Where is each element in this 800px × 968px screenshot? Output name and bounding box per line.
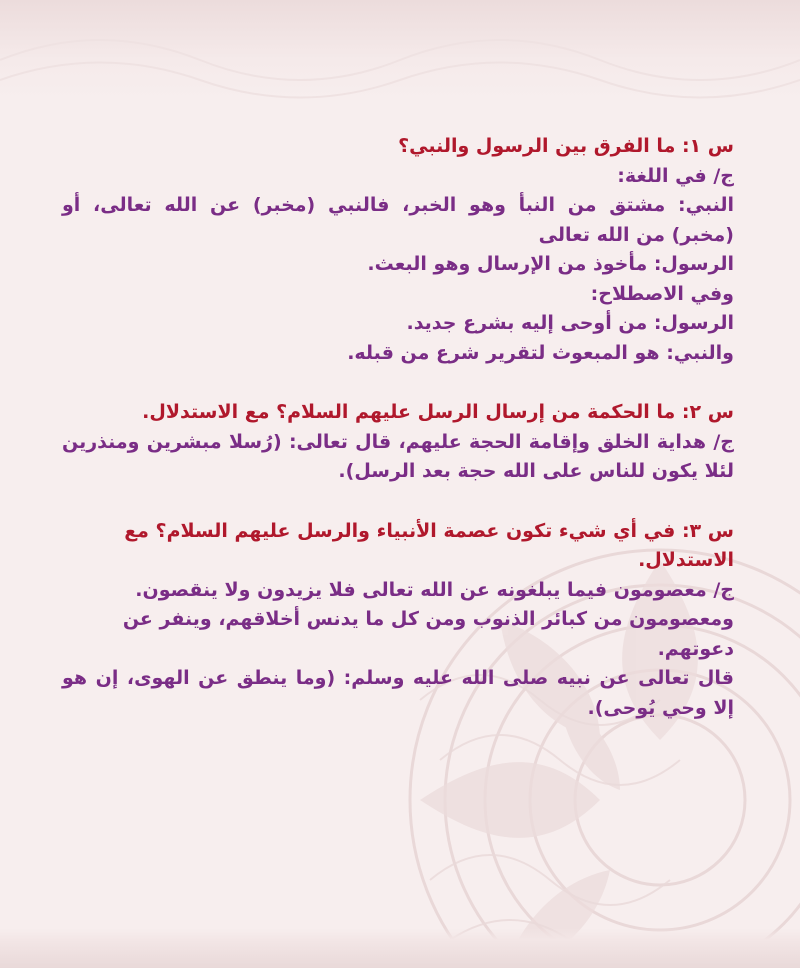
- qa-content: [62, 132, 734, 723]
- section-spacer: [62, 368, 734, 398]
- answer-3-line-1: ج/ معصومون فيما يبلغونه عن الله تعالى فلا يزيدون ولا ينقصون.: [135, 578, 734, 601]
- section-1: [62, 132, 734, 368]
- question-1: س ١: ما الفرق بين الرسول والنبي؟: [398, 135, 734, 157]
- answer-1-line-1: ج/ في اللغة:: [617, 164, 734, 187]
- question-2: س ٢: ما الحكمة من إرسال الرسل عليهم السلام؟ مع الاستدلال.: [142, 401, 734, 423]
- answer-1-line-4: وفي الاصطلاح:: [590, 282, 734, 305]
- answer-1-line-2: النبي: مشتق من النبأ وهو الخبر، فالنبي (مخبر) عن الله تعالى، أو (مخبر) من الله تعالى: [62, 194, 734, 246]
- answer-3-line-3: قال تعالى عن نبيه صلى الله عليه وسلم: (وما ينطق عن الهوى، إن هو إلا وحي يُوحى).: [62, 667, 734, 719]
- section-spacer: [62, 487, 734, 517]
- bottom-decorative-band: [0, 928, 800, 968]
- section-3: [62, 517, 734, 724]
- answer-3-line-2: ومعصومون من كبائر الذنوب ومن كل ما يدنس أخلاقهم، وينفر عن دعوتهم.: [122, 608, 734, 660]
- answer-1-line-6: والنبي: هو المبعوث لتقرير شرع من قبله.: [347, 341, 734, 364]
- question-3: س ٣: في أي شيء تكون عصمة الأنبياء والرسل عليهم السلام؟ مع الاستدلال.: [124, 519, 734, 571]
- section-2: [62, 398, 734, 487]
- answer-1-line-3: الرسول: مأخوذ من الإرسال وهو البعث.: [367, 253, 734, 275]
- answer-2-line-1: ج/ هداية الخلق وإقامة الحجة عليهم، قال تعالى: (رُسلا مبشرين ومنذرين لئلا يكون للناس على الله حجة بعد الرسل).: [62, 430, 734, 482]
- answer-1-line-5: الرسول: من أوحى إليه بشرع جديد.: [406, 312, 734, 334]
